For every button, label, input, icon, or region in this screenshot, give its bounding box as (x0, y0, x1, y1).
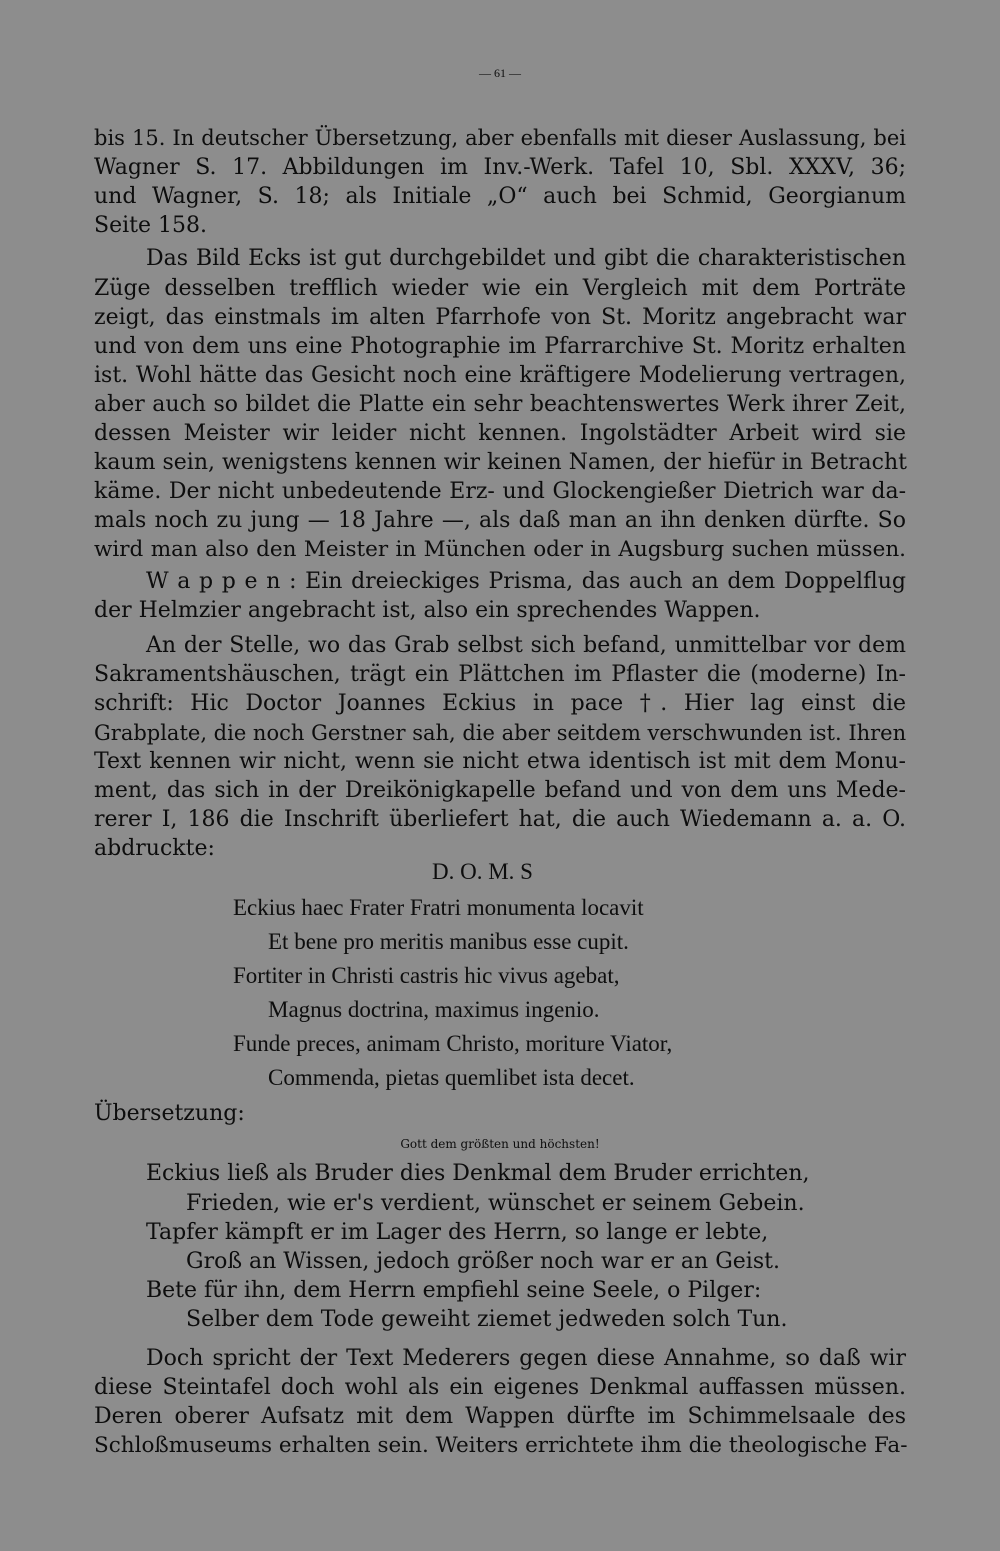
text-line: mals noch zu jung — 18 Jahre —, als daß man an ihn denken dürfte. So (94, 508, 906, 533)
text-line: W a p p e n : Ein dreieckiges Prisma, das auch an dem Doppelflug (146, 569, 906, 594)
text-line: ist. Wohl hätte das Gesicht noch eine kräftigere Modelierung vertragen, (94, 363, 906, 388)
translation-verse: Selber dem Tode geweiht ziemet jedweden solch Tun. (186, 1307, 788, 1332)
text-line: diese Steintafel doch wohl als ein eigenes Denkmal auffassen müssen. (94, 1375, 906, 1400)
inscription-verse: Eckius haec Frater Fratri monumenta locavit (233, 895, 644, 920)
text-line: Sakramentshäuschen, trägt ein Plättchen im Pflaster die (moderne) In- (94, 662, 906, 687)
page-number: — 61 — (479, 66, 521, 80)
text-line: kaum sein, wenigstens kennen wir keinen Namen, der hiefür in Betracht (94, 450, 907, 475)
inscription-verse: Fortiter in Christi castris hic vivus agebat, (233, 963, 620, 988)
text-line: Grabplate, die noch Gerstner sah, die aber seitdem verschwunden ist. Ihren (94, 721, 907, 745)
text-line: Doch spricht der Text Mederers gegen diese Annahme, so daß wir (146, 1346, 906, 1371)
text-line: Deren oberer Aufsatz mit dem Wappen dürfte im Schimmelsaale des (94, 1404, 906, 1429)
translation-verse: Groß an Wissen, jedoch größer noch war er an Geist. (186, 1249, 780, 1274)
translation-heading: Gott dem größten und höchsten! (400, 1137, 600, 1151)
text-line: der Helmzier angebracht ist, also ein sprechendes Wappen. (94, 598, 761, 623)
text-line: Schloßmuseums erhalten sein. Weiters errichtete ihm die theologische Fa- (94, 1433, 908, 1458)
text-line: abdruckte: (94, 836, 215, 861)
inscription-verse: Commenda, pietas quemlibet ista decet. (268, 1065, 635, 1090)
text-line: Text kennen wir nicht, wenn sie nicht etwa identisch ist mit dem Monu- (94, 749, 906, 774)
text-line: ment, das sich in der Dreikönigkapelle befand und von dem uns Mede- (94, 778, 906, 803)
text-line: An der Stelle, wo das Grab selbst sich befand, unmittelbar vor dem (146, 633, 906, 658)
text-line: Das Bild Ecks ist gut durchgebildet und gibt die charakteristischen (146, 246, 906, 271)
text-line: Züge desselben trefflich wieder wie ein Vergleich mit dem Porträte (94, 276, 906, 301)
text-line: wird man also den Meister in München oder in Augsburg suchen müssen. (94, 537, 906, 562)
inscription-verse: Magnus doctrina, maximus ingenio. (268, 997, 600, 1022)
text-line: und von dem uns eine Photographie im Pfarrarchive St. Moritz erhalten (94, 334, 906, 359)
text-line: Wagner S. 17. Abbildungen im Inv.-Werk. Tafel 10, Sbl. XXXV, 36; (94, 155, 906, 180)
text-line: zeigt, das einstmals im alten Pfarrhofe von St. Moritz angebracht war (94, 305, 906, 330)
text-line: und Wagner, S. 18; als Initiale „O“ auch bei Schmid, Georgianum (94, 184, 906, 209)
text-line: Seite 158. (94, 213, 207, 238)
translation-verse: Frieden, wie er's verdient, wünschet er seinem Gebein. (186, 1191, 805, 1216)
text-line: käme. Der nicht unbedeutende Erz- und Glockengießer Dietrich war da- (94, 479, 906, 504)
translation-label: Übersetzung: (94, 1101, 245, 1126)
inscription-verse: Funde preces, animam Christo, moriture Viator, (233, 1031, 673, 1056)
translation-verse: Tapfer kämpft er im Lager des Herrn, so lange er lebte, (146, 1220, 769, 1245)
inscription-verse: Et bene pro meritis manibus esse cupit. (268, 929, 629, 954)
text-line: aber auch so bildet die Platte ein sehr beachtenswertes Werk ihrer Zeit, (94, 392, 906, 417)
translation-verse: Bete für ihn, dem Herrn empfiehl seine Seele, o Pilger: (146, 1278, 762, 1303)
text-line: dessen Meister wir leider nicht kennen. Ingolstädter Arbeit wird sie (94, 421, 906, 446)
inscription-heading: D. O. M. S (432, 859, 533, 884)
text-line: schrift: Hic Doctor Joannes Eckius in pace †. Hier lag einst die (94, 691, 906, 716)
text-line: rerer I, 186 die Inschrift überliefert hat, die auch Wiedemann a. a. O. (94, 807, 906, 832)
text-line: bis 15. In deutscher Übersetzung, aber ebenfalls mit dieser Auslassung, bei (94, 126, 906, 150)
translation-verse: Eckius ließ als Bruder dies Denkmal dem Bruder errichten, (146, 1161, 810, 1186)
